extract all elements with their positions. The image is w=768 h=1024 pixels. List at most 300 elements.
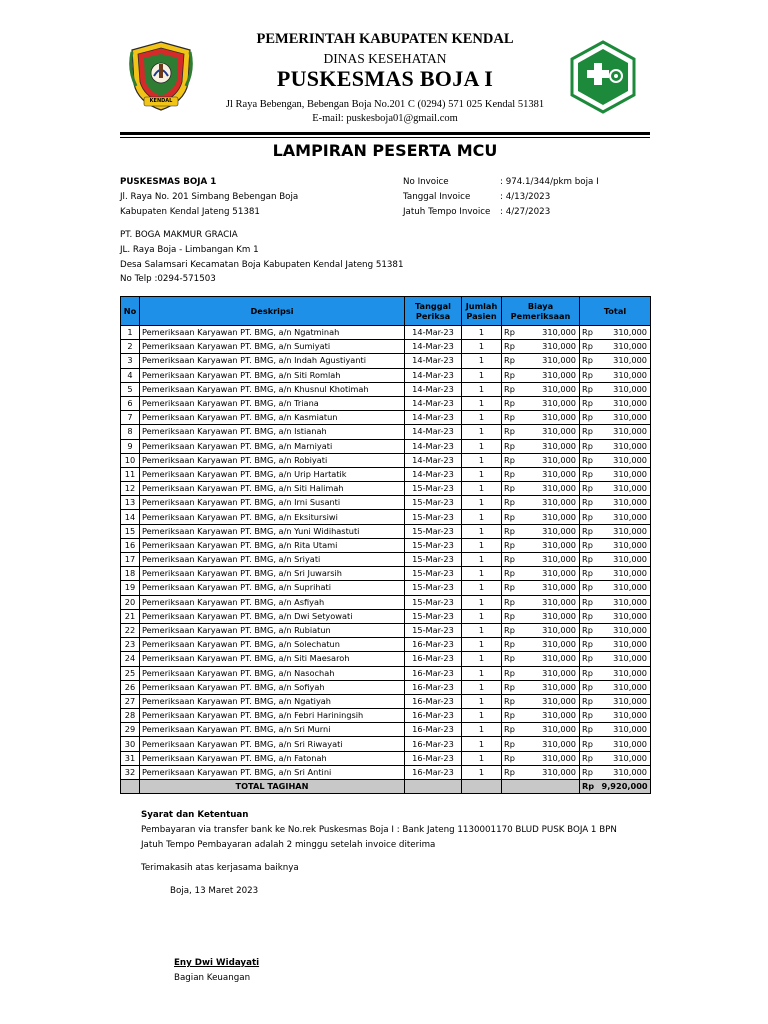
row-cost-amount: 310,000 xyxy=(522,453,580,467)
row-exam-date: 14-Mar-23 xyxy=(405,326,462,340)
row-cost-currency: Rp xyxy=(502,425,522,439)
row-number: 16 xyxy=(121,538,140,552)
row-total-amount: 310,000 xyxy=(600,652,651,666)
row-description: Pemeriksaan Karyawan PT. BMG, a/n Sofiyah xyxy=(140,680,405,694)
row-description: Pemeriksaan Karyawan PT. BMG, a/n Sri Juwarsih xyxy=(140,567,405,581)
table-row xyxy=(121,354,651,368)
row-cost-amount: 310,000 xyxy=(522,723,580,737)
row-cost-amount: 310,000 xyxy=(522,595,580,609)
row-description: Pemeriksaan Karyawan PT. BMG, a/n Triana xyxy=(140,396,405,410)
row-cost-currency: Rp xyxy=(502,340,522,354)
header-total: Total xyxy=(580,297,651,326)
row-number: 2 xyxy=(121,340,140,354)
row-patient-count: 1 xyxy=(462,694,502,708)
row-total-currency: Rp xyxy=(580,638,600,652)
row-total-amount: 310,000 xyxy=(600,567,651,581)
row-total-currency: Rp xyxy=(580,623,600,637)
table-row xyxy=(121,396,651,410)
signature-place-date: Boja, 13 Maret 2023 xyxy=(170,886,259,896)
row-exam-date: 16-Mar-23 xyxy=(405,638,462,652)
row-description: Pemeriksaan Karyawan PT. BMG, a/n Indah Agustiyanti xyxy=(140,354,405,368)
row-number: 30 xyxy=(121,737,140,751)
row-total-amount: 310,000 xyxy=(600,368,651,382)
row-patient-count: 1 xyxy=(462,368,502,382)
row-number: 24 xyxy=(121,652,140,666)
row-number: 3 xyxy=(121,354,140,368)
row-description: Pemeriksaan Karyawan PT. BMG, a/n Solechatun xyxy=(140,638,405,652)
row-cost-currency: Rp xyxy=(502,609,522,623)
row-total-currency: Rp xyxy=(580,467,600,481)
table-row xyxy=(121,553,651,567)
row-patient-count: 1 xyxy=(462,354,502,368)
row-description: Pemeriksaan Karyawan PT. BMG, a/n Siti Halimah xyxy=(140,482,405,496)
total-currency: Rp xyxy=(580,780,600,794)
row-exam-date: 14-Mar-23 xyxy=(405,439,462,453)
row-cost-currency: Rp xyxy=(502,751,522,765)
header-divider-thick xyxy=(120,132,650,135)
row-total-amount: 310,000 xyxy=(600,595,651,609)
row-total-amount: 310,000 xyxy=(600,751,651,765)
total-blank-cell xyxy=(405,780,462,794)
row-number: 8 xyxy=(121,425,140,439)
row-total-currency: Rp xyxy=(580,439,600,453)
row-cost-amount: 310,000 xyxy=(522,467,580,481)
row-description: Pemeriksaan Karyawan PT. BMG, a/n Urip Hartatik xyxy=(140,467,405,481)
row-exam-date: 14-Mar-23 xyxy=(405,467,462,481)
document-title: LAMPIRAN PESERTA MCU xyxy=(272,141,498,160)
row-total-currency: Rp xyxy=(580,652,600,666)
row-patient-count: 1 xyxy=(462,652,502,666)
row-cost-amount: 310,000 xyxy=(522,326,580,340)
table-row xyxy=(121,453,651,467)
row-total-amount: 310,000 xyxy=(600,709,651,723)
row-cost-currency: Rp xyxy=(502,396,522,410)
row-total-currency: Rp xyxy=(580,524,600,538)
total-blank-cell xyxy=(121,780,140,794)
row-exam-date: 16-Mar-23 xyxy=(405,751,462,765)
sender-address-2: Kabupaten Kendal Jateng 51381 xyxy=(120,207,260,217)
row-total-currency: Rp xyxy=(580,567,600,581)
row-patient-count: 1 xyxy=(462,538,502,552)
signatory-name: Eny Dwi Widayati xyxy=(174,958,260,968)
row-cost-amount: 310,000 xyxy=(522,765,580,779)
table-row xyxy=(121,411,651,425)
table-row xyxy=(121,723,651,737)
row-description: Pemeriksaan Karyawan PT. BMG, a/n Febri Hariningsih xyxy=(140,709,405,723)
row-number: 9 xyxy=(121,439,140,453)
table-row xyxy=(121,595,651,609)
row-patient-count: 1 xyxy=(462,723,502,737)
table-row xyxy=(121,694,651,708)
row-total-amount: 310,000 xyxy=(600,354,651,368)
total-row xyxy=(121,780,651,794)
row-description: Pemeriksaan Karyawan PT. BMG, a/n Suprihati xyxy=(140,581,405,595)
row-number: 20 xyxy=(121,595,140,609)
recipient-name: PT. BOGA MAKMUR GRACIA xyxy=(120,230,238,240)
row-total-currency: Rp xyxy=(580,396,600,410)
row-total-amount: 310,000 xyxy=(600,553,651,567)
invoice-date-label: Tanggal Invoice xyxy=(403,192,471,202)
row-cost-currency: Rp xyxy=(502,453,522,467)
row-patient-count: 1 xyxy=(462,396,502,410)
row-description: Pemeriksaan Karyawan PT. BMG, a/n Robiyati xyxy=(140,453,405,467)
row-total-amount: 310,000 xyxy=(600,382,651,396)
row-number: 5 xyxy=(121,382,140,396)
row-exam-date: 16-Mar-23 xyxy=(405,723,462,737)
row-exam-date: 16-Mar-23 xyxy=(405,666,462,680)
row-exam-date: 15-Mar-23 xyxy=(405,553,462,567)
row-patient-count: 1 xyxy=(462,467,502,481)
row-description: Pemeriksaan Karyawan PT. BMG, a/n Sri Antini xyxy=(140,765,405,779)
row-cost-amount: 310,000 xyxy=(522,737,580,751)
row-description: Pemeriksaan Karyawan PT. BMG, a/n Dwi Setyowati xyxy=(140,609,405,623)
row-cost-currency: Rp xyxy=(502,368,522,382)
row-exam-date: 14-Mar-23 xyxy=(405,411,462,425)
row-exam-date: 14-Mar-23 xyxy=(405,340,462,354)
row-patient-count: 1 xyxy=(462,737,502,751)
row-number: 22 xyxy=(121,623,140,637)
row-cost-amount: 310,000 xyxy=(522,553,580,567)
table-row xyxy=(121,638,651,652)
table-row xyxy=(121,609,651,623)
row-description: Pemeriksaan Karyawan PT. BMG, a/n Marniyati xyxy=(140,439,405,453)
row-exam-date: 15-Mar-23 xyxy=(405,609,462,623)
row-description: Pemeriksaan Karyawan PT. BMG, a/n Khusnul Khotimah xyxy=(140,382,405,396)
invoice-number-value: : 974.1/344/pkm boja I xyxy=(500,177,599,187)
row-total-currency: Rp xyxy=(580,453,600,467)
letterhead-address: Jl Raya Bebengan, Bebengan Boja No.201 C (0294) 571 025 Kendal 51381 xyxy=(225,99,545,110)
table-row xyxy=(121,680,651,694)
row-cost-amount: 310,000 xyxy=(522,496,580,510)
row-description: Pemeriksaan Karyawan PT. BMG, a/n Rubiatun xyxy=(140,623,405,637)
row-patient-count: 1 xyxy=(462,567,502,581)
header-no: No xyxy=(121,297,140,326)
row-patient-count: 1 xyxy=(462,595,502,609)
header-exam-cost: Biaya Pemeriksaan xyxy=(502,297,580,326)
row-total-currency: Rp xyxy=(580,411,600,425)
row-cost-currency: Rp xyxy=(502,326,522,340)
row-cost-currency: Rp xyxy=(502,666,522,680)
table-row xyxy=(121,623,651,637)
left-logo-caption: KENDAL xyxy=(149,98,173,104)
row-exam-date: 16-Mar-23 xyxy=(405,652,462,666)
row-cost-amount: 310,000 xyxy=(522,382,580,396)
row-patient-count: 1 xyxy=(462,496,502,510)
row-total-amount: 310,000 xyxy=(600,765,651,779)
row-cost-currency: Rp xyxy=(502,496,522,510)
sender-address-1: Jl. Raya No. 201 Simbang Bebengan Boja xyxy=(120,192,299,202)
row-number: 11 xyxy=(121,467,140,481)
row-patient-count: 1 xyxy=(462,751,502,765)
row-description: Pemeriksaan Karyawan PT. BMG, a/n Fatonah xyxy=(140,751,405,765)
row-cost-currency: Rp xyxy=(502,652,522,666)
row-exam-date: 16-Mar-23 xyxy=(405,737,462,751)
table-body xyxy=(121,326,651,794)
row-number: 12 xyxy=(121,482,140,496)
row-number: 27 xyxy=(121,694,140,708)
row-total-amount: 310,000 xyxy=(600,340,651,354)
row-number: 15 xyxy=(121,524,140,538)
row-total-amount: 310,000 xyxy=(600,453,651,467)
recipient-address-1: JL. Raya Boja - Limbangan Km 1 xyxy=(120,245,259,255)
row-total-amount: 310,000 xyxy=(600,524,651,538)
row-total-currency: Rp xyxy=(580,425,600,439)
row-total-currency: Rp xyxy=(580,709,600,723)
table-row xyxy=(121,765,651,779)
table-row xyxy=(121,482,651,496)
row-cost-amount: 310,000 xyxy=(522,581,580,595)
row-total-amount: 310,000 xyxy=(600,439,651,453)
row-patient-count: 1 xyxy=(462,765,502,779)
row-cost-amount: 310,000 xyxy=(522,666,580,680)
row-number: 14 xyxy=(121,510,140,524)
table-row xyxy=(121,439,651,453)
row-description: Pemeriksaan Karyawan PT. BMG, a/n Sumiyati xyxy=(140,340,405,354)
row-cost-currency: Rp xyxy=(502,553,522,567)
row-total-currency: Rp xyxy=(580,609,600,623)
recipient-phone: No Telp :0294-571503 xyxy=(120,274,216,284)
row-exam-date: 15-Mar-23 xyxy=(405,510,462,524)
table-row xyxy=(121,652,651,666)
row-total-currency: Rp xyxy=(580,751,600,765)
row-description: Pemeriksaan Karyawan PT. BMG, a/n Nasochah xyxy=(140,666,405,680)
row-cost-currency: Rp xyxy=(502,567,522,581)
row-cost-amount: 310,000 xyxy=(522,354,580,368)
row-exam-date: 14-Mar-23 xyxy=(405,382,462,396)
row-description: Pemeriksaan Karyawan PT. BMG, a/n Eksitursiwi xyxy=(140,510,405,524)
row-patient-count: 1 xyxy=(462,553,502,567)
row-total-currency: Rp xyxy=(580,723,600,737)
row-cost-amount: 310,000 xyxy=(522,510,580,524)
table-row xyxy=(121,382,651,396)
row-total-amount: 310,000 xyxy=(600,638,651,652)
row-cost-currency: Rp xyxy=(502,354,522,368)
row-patient-count: 1 xyxy=(462,439,502,453)
row-description: Pemeriksaan Karyawan PT. BMG, a/n Ngatiyah xyxy=(140,694,405,708)
row-exam-date: 15-Mar-23 xyxy=(405,581,462,595)
row-number: 31 xyxy=(121,751,140,765)
row-patient-count: 1 xyxy=(462,581,502,595)
table-row xyxy=(121,538,651,552)
header-exam-date: Tanggal Periksa xyxy=(405,297,462,326)
row-patient-count: 1 xyxy=(462,638,502,652)
row-cost-amount: 310,000 xyxy=(522,694,580,708)
row-exam-date: 15-Mar-23 xyxy=(405,482,462,496)
row-total-currency: Rp xyxy=(580,694,600,708)
row-exam-date: 15-Mar-23 xyxy=(405,623,462,637)
invoice-due-label: Jatuh Tempo Invoice xyxy=(403,207,491,217)
row-total-amount: 310,000 xyxy=(600,581,651,595)
row-patient-count: 1 xyxy=(462,524,502,538)
row-number: 32 xyxy=(121,765,140,779)
table-header-row xyxy=(121,297,651,326)
row-number: 13 xyxy=(121,496,140,510)
row-number: 25 xyxy=(121,666,140,680)
row-description: Pemeriksaan Karyawan PT. BMG, a/n Siti Maesaroh xyxy=(140,652,405,666)
row-exam-date: 14-Mar-23 xyxy=(405,453,462,467)
row-exam-date: 14-Mar-23 xyxy=(405,396,462,410)
row-cost-currency: Rp xyxy=(502,439,522,453)
row-patient-count: 1 xyxy=(462,680,502,694)
row-description: Pemeriksaan Karyawan PT. BMG, a/n Ngatminah xyxy=(140,326,405,340)
row-cost-currency: Rp xyxy=(502,411,522,425)
row-cost-amount: 310,000 xyxy=(522,425,580,439)
row-cost-amount: 310,000 xyxy=(522,652,580,666)
row-cost-amount: 310,000 xyxy=(522,340,580,354)
table-row xyxy=(121,496,651,510)
row-exam-date: 16-Mar-23 xyxy=(405,765,462,779)
signatory-role: Bagian Keuangan xyxy=(174,973,251,983)
row-exam-date: 14-Mar-23 xyxy=(405,425,462,439)
row-description: Pemeriksaan Karyawan PT. BMG, a/n Yuni Widihastuti xyxy=(140,524,405,538)
row-description: Pemeriksaan Karyawan PT. BMG, a/n Sriyati xyxy=(140,553,405,567)
row-number: 19 xyxy=(121,581,140,595)
row-patient-count: 1 xyxy=(462,382,502,396)
row-exam-date: 15-Mar-23 xyxy=(405,524,462,538)
row-cost-amount: 310,000 xyxy=(522,524,580,538)
table-row xyxy=(121,524,651,538)
row-patient-count: 1 xyxy=(462,411,502,425)
row-total-currency: Rp xyxy=(580,595,600,609)
row-exam-date: 16-Mar-23 xyxy=(405,694,462,708)
row-description: Pemeriksaan Karyawan PT. BMG, a/n Istianah xyxy=(140,425,405,439)
row-total-currency: Rp xyxy=(580,553,600,567)
row-total-currency: Rp xyxy=(580,326,600,340)
table-row xyxy=(121,340,651,354)
row-cost-currency: Rp xyxy=(502,524,522,538)
row-number: 23 xyxy=(121,638,140,652)
row-total-amount: 310,000 xyxy=(600,666,651,680)
row-cost-amount: 310,000 xyxy=(522,482,580,496)
row-cost-currency: Rp xyxy=(502,581,522,595)
row-cost-amount: 310,000 xyxy=(522,609,580,623)
recipient-address-2: Desa Salamsari Kecamatan Boja Kabupaten Kendal Jateng 51381 xyxy=(120,260,404,270)
row-total-currency: Rp xyxy=(580,765,600,779)
row-patient-count: 1 xyxy=(462,340,502,354)
row-number: 4 xyxy=(121,368,140,382)
letterhead-email: E-mail: puskesboja01@gmail.com xyxy=(312,113,458,124)
total-blank-cell xyxy=(462,780,502,794)
table-row xyxy=(121,510,651,524)
invoice-due-value: : 4/27/2023 xyxy=(500,207,551,217)
row-total-amount: 310,000 xyxy=(600,326,651,340)
row-number: 21 xyxy=(121,609,140,623)
row-cost-amount: 310,000 xyxy=(522,638,580,652)
table-row xyxy=(121,709,651,723)
row-cost-amount: 310,000 xyxy=(522,680,580,694)
table-row xyxy=(121,368,651,382)
row-cost-amount: 310,000 xyxy=(522,411,580,425)
row-exam-date: 15-Mar-23 xyxy=(405,595,462,609)
row-description: Pemeriksaan Karyawan PT. BMG, a/n Irni Susanti xyxy=(140,496,405,510)
row-exam-date: 14-Mar-23 xyxy=(405,368,462,382)
row-total-amount: 310,000 xyxy=(600,680,651,694)
row-description: Pemeriksaan Karyawan PT. BMG, a/n Siti Romlah xyxy=(140,368,405,382)
row-cost-currency: Rp xyxy=(502,538,522,552)
row-total-currency: Rp xyxy=(580,538,600,552)
row-number: 1 xyxy=(121,326,140,340)
terms-due: Jatuh Tempo Pembayaran adalah 2 minggu setelah invoice diterima xyxy=(141,840,436,850)
row-cost-currency: Rp xyxy=(502,623,522,637)
row-total-currency: Rp xyxy=(580,666,600,680)
table-row xyxy=(121,425,651,439)
row-exam-date: 16-Mar-23 xyxy=(405,680,462,694)
row-cost-amount: 310,000 xyxy=(522,751,580,765)
row-cost-currency: Rp xyxy=(502,694,522,708)
row-total-amount: 310,000 xyxy=(600,411,651,425)
row-total-amount: 310,000 xyxy=(600,510,651,524)
row-cost-amount: 310,000 xyxy=(522,623,580,637)
row-total-currency: Rp xyxy=(580,496,600,510)
row-exam-date: 15-Mar-23 xyxy=(405,567,462,581)
row-cost-currency: Rp xyxy=(502,765,522,779)
letterhead-institution: PUSKESMAS BOJA I xyxy=(276,66,494,91)
row-total-amount: 310,000 xyxy=(600,723,651,737)
row-cost-currency: Rp xyxy=(502,723,522,737)
row-patient-count: 1 xyxy=(462,425,502,439)
row-cost-currency: Rp xyxy=(502,680,522,694)
row-patient-count: 1 xyxy=(462,609,502,623)
row-cost-amount: 310,000 xyxy=(522,396,580,410)
row-total-currency: Rp xyxy=(580,340,600,354)
table-row xyxy=(121,467,651,481)
thanks-note: Terimakasih atas kerjasama baiknya xyxy=(141,863,299,873)
row-description: Pemeriksaan Karyawan PT. BMG, a/n Sri Riwayati xyxy=(140,737,405,751)
row-exam-date: 16-Mar-23 xyxy=(405,709,462,723)
row-cost-amount: 310,000 xyxy=(522,439,580,453)
row-number: 26 xyxy=(121,680,140,694)
invoice-number-label: No Invoice xyxy=(403,177,449,187)
row-patient-count: 1 xyxy=(462,623,502,637)
row-description: Pemeriksaan Karyawan PT. BMG, a/n Asfiyah xyxy=(140,595,405,609)
total-amount: 9,920,000 xyxy=(600,780,651,794)
row-total-currency: Rp xyxy=(580,510,600,524)
letterhead-department: DINAS KESEHATAN xyxy=(323,51,447,66)
row-number: 10 xyxy=(121,453,140,467)
row-exam-date: 15-Mar-23 xyxy=(405,496,462,510)
row-total-currency: Rp xyxy=(580,680,600,694)
row-cost-currency: Rp xyxy=(502,467,522,481)
row-description: Pemeriksaan Karyawan PT. BMG, a/n Kasmiatun xyxy=(140,411,405,425)
row-patient-count: 1 xyxy=(462,510,502,524)
terms-heading: Syarat dan Ketentuan xyxy=(141,810,249,820)
invoice-date-value: : 4/13/2023 xyxy=(500,192,551,202)
row-number: 28 xyxy=(121,709,140,723)
row-total-amount: 310,000 xyxy=(600,737,651,751)
table-row xyxy=(121,326,651,340)
letterhead-government: PEMERINTAH KABUPATEN KENDAL xyxy=(256,31,514,47)
row-total-currency: Rp xyxy=(580,382,600,396)
table-row xyxy=(121,666,651,680)
row-total-currency: Rp xyxy=(580,482,600,496)
row-cost-currency: Rp xyxy=(502,638,522,652)
row-cost-amount: 310,000 xyxy=(522,538,580,552)
row-total-amount: 310,000 xyxy=(600,467,651,481)
row-cost-currency: Rp xyxy=(502,709,522,723)
row-number: 7 xyxy=(121,411,140,425)
terms-payment: Pembayaran via transfer bank ke No.rek Puskesmas Boja I : Bank Jateng 1130001170 BLUD PUSK BOJA 1 BPN xyxy=(141,825,617,835)
row-cost-currency: Rp xyxy=(502,510,522,524)
row-total-amount: 310,000 xyxy=(600,538,651,552)
row-total-currency: Rp xyxy=(580,737,600,751)
row-patient-count: 1 xyxy=(462,453,502,467)
sender-name: PUSKESMAS BOJA 1 xyxy=(120,177,217,187)
row-cost-currency: Rp xyxy=(502,737,522,751)
header-description: Deskripsi xyxy=(140,297,405,326)
row-number: 18 xyxy=(121,567,140,581)
table-row xyxy=(121,581,651,595)
row-description: Pemeriksaan Karyawan PT. BMG, a/n Sri Murni xyxy=(140,723,405,737)
